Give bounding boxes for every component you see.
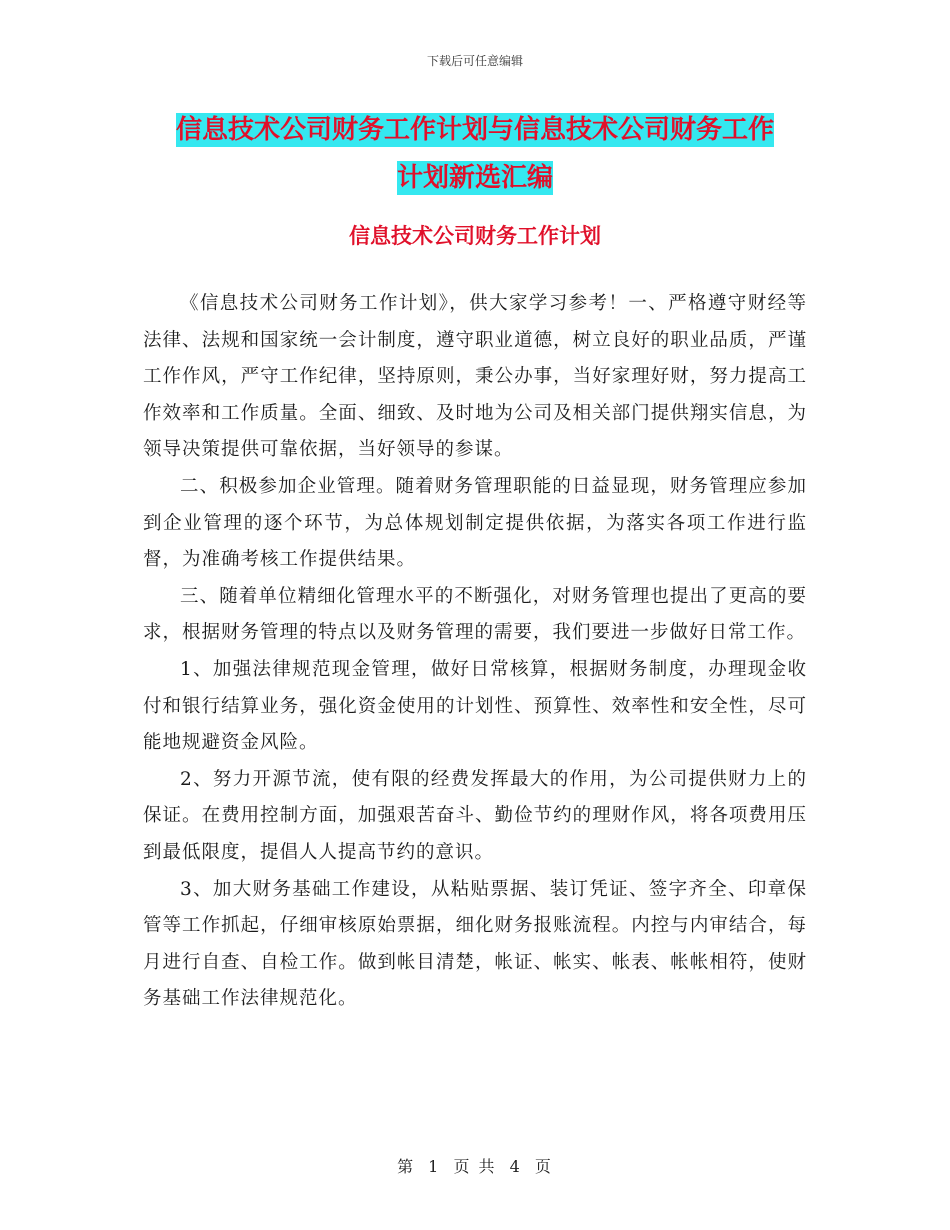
page-number: 1 [428,1157,441,1176]
document-title [142,106,808,202]
document-body [143,286,807,1018]
paragraph: 《信息技术公司财务工作计划》，供大家学习参考！一、严格遵守财经等法律、法规和国家统一会计制度，遵守职业道德，树立良好的职业品质，严谨工作作风，严守工作纪律，坚持原则，秉公办事，当好家理好财，努力提高工作效率和工作质量。全面、细致、及时地为公司及相关部门提供翔实信息，为领导决策提供可靠依据，当好领导的参谋。 [143,293,807,461]
paragraph: 三、随着单位精细化管理水平的不断强化，对财务管理也提出了更高的要求，根据财务管理的特点以及财务管理的需要，我们要进一步做好日常工作。 [143,585,807,644]
paragraph: 1、加强法律规范现金管理，做好日常核算，根据财务制度，办理现金收付和银行结算业务，强化资金使用的计划性、预算性、效率性和安全性，尽可能地规避资金风险。 [143,658,807,754]
footer-prefix: 第 [397,1157,416,1176]
page-footer [0,1154,950,1177]
footer-suffix: 页 [534,1157,553,1176]
page-total: 4 [509,1157,522,1176]
paragraph: 二、积极参加企业管理。随着财务管理职能的日益显现，财务管理应参加到企业管理的逐个环节，为总体规划制定提供依据，为落实各项工作进行监督，为准确考核工作提供结果。 [143,475,807,571]
paragraph: 3、加大财务基础工作建设，从粘贴票据、装订凭证、签字齐全、印章保管等工作抓起，仔细审核原始票据，细化财务报账流程。内控与内审结合，每月进行自查、自检工作。做到帐目清楚，帐证、帐实、帐表、帐帐相符，使财务基础工作法律规范化。 [143,878,807,1010]
header-note: 下载后可任意编辑 [426,54,523,68]
paragraph: 2、努力开源节流，使有限的经费发挥最大的作用，为公司提供财力上的保证。在费用控制方面，加强艰苦奋斗、勤俭节约的理财作风，将各项费用压到最低限度，提倡人人提高节约的意识。 [143,768,807,863]
footer-middle: 页 共 [453,1157,497,1176]
document-title-line-1: 信息技术公司财务工作计划与信息技术公司财务工作 [175,115,774,145]
section-title: 信息技术公司财务工作计划 [349,224,601,248]
document-title-line-2: 计划新选汇编 [396,163,553,193]
